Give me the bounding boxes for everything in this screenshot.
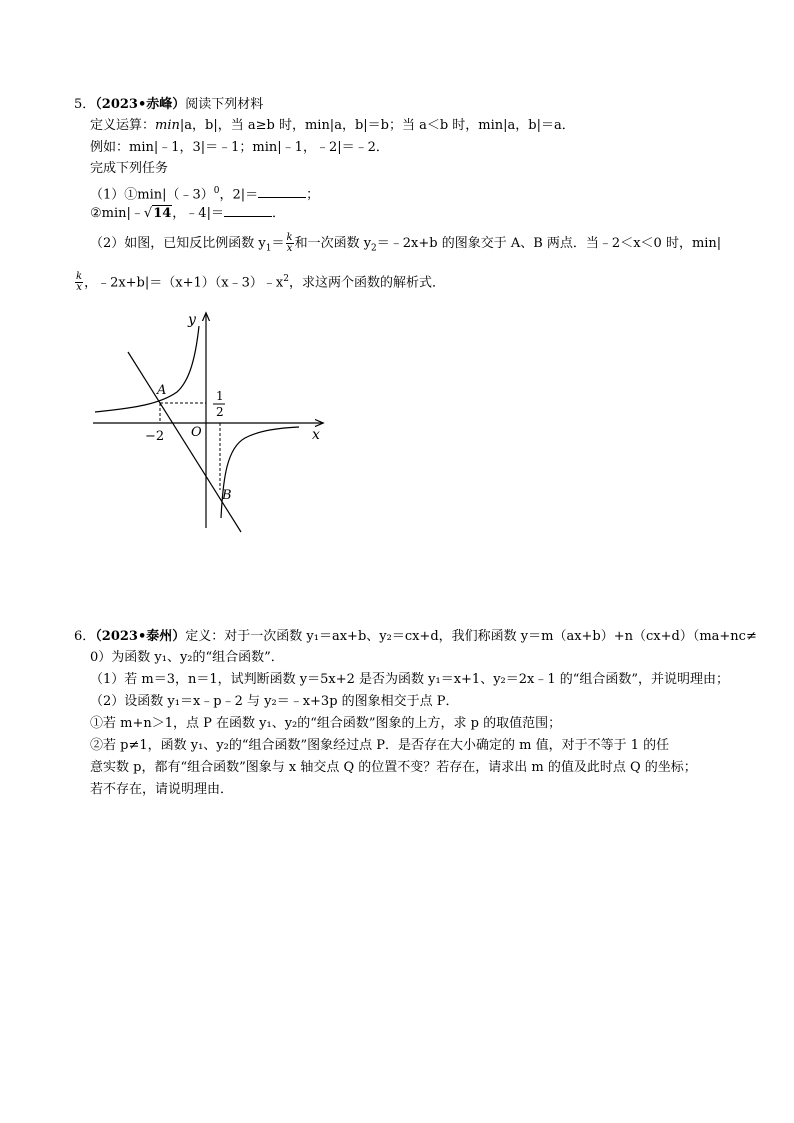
question-source: （2023•赤峰）	[95, 97, 186, 112]
point-a-label: A	[157, 383, 167, 398]
question-6-text-1: 定义：对于一次函数 y₁＝ax+b、y₂＝cx+d，我们称函数 y＝m（ax+b）+n（cx+d）（ma+nc≠	[185, 629, 757, 644]
part-2-text-3: ＝﹣2x+b 的图象交于 A、B 两点．当﹣2＜x＜0 时，min|	[376, 236, 722, 251]
task-1-text-2: ，2|＝	[219, 187, 259, 203]
task-1-line	[90, 182, 319, 204]
question-6-line-7: 意实数 p，都有“组合函数”图象与 x 轴交点 Q 的位置不变？若存在，请求出 m 的值及此时点 Q 的坐标；	[90, 760, 697, 775]
definition-label: 定义运算：	[90, 118, 156, 133]
question-6-line-2: 0）为函数 y₁、y₂的“组合函数”．	[90, 650, 284, 665]
task-2-text: ②min|﹣	[90, 206, 144, 221]
fraction-denominator: x	[286, 243, 293, 254]
question-6-line-4: （2）设函数 y₁＝x﹣p﹣2 与 y₂＝﹣x+3p 的图象相交于点 P．	[90, 694, 459, 709]
task-1-text: （1）①min|（﹣3）	[90, 187, 214, 203]
answer-blank-1[interactable]	[258, 185, 306, 198]
task-2-end: ．	[271, 206, 285, 221]
question-6-line-8: 若不存在，请说明理由．	[90, 782, 234, 797]
part-2-text-1: （2）如图，已知反比例函数 y	[90, 236, 266, 251]
fraction-k-over-x-2	[75, 272, 83, 293]
question-number: 5．	[74, 97, 96, 112]
question-6-line-3: （1）若 m＝3，n＝1，试判断函数 y＝5x+2 是否为函数 y₁＝x+1、y₂＝2x﹣1 的“组合函数”，并说明理由；	[90, 672, 730, 687]
function-graph	[85, 308, 330, 533]
half-numerator: 1	[216, 389, 224, 403]
question-number: 6．	[74, 629, 96, 644]
definition-part-2: a，b|，当 a≥b 时，	[184, 118, 305, 133]
y-axis-label: y	[188, 312, 196, 328]
subscript-2: 2	[371, 243, 377, 254]
fraction-denominator-2: x	[76, 282, 82, 294]
hyperbola-branch-upper-left	[95, 326, 199, 412]
x-axis-label: x	[312, 427, 320, 443]
square-exponent: 2	[283, 274, 289, 284]
task-1-end: ；	[306, 187, 320, 203]
question-6-line-1	[74, 628, 757, 646]
task-2-text-2: ，﹣4|＝	[172, 206, 224, 221]
question-6-line-6: ②若 p≠1，函数 y₁、y₂的“组合函数”图象经过点 P．是否存在大小确定的 m 值，对于不等于 1 的任	[90, 738, 670, 753]
part-2-text-2: 和一次函数 y	[294, 236, 372, 251]
task-line: 完成下列任务	[90, 161, 169, 176]
origin-label: O	[191, 425, 202, 440]
equals-sign: ＝	[271, 236, 285, 251]
sqrt-icon: √	[143, 206, 153, 221]
answer-blank-2[interactable]	[224, 204, 272, 217]
part-2-line	[90, 233, 721, 260]
definition-part-3: min|a，b|＝b；当 a＜b 时，min|a，b|＝a．	[304, 118, 575, 133]
question-5-header	[74, 96, 263, 114]
question-source: （2023•泰州）	[95, 629, 186, 644]
definition-part-1: min|	[155, 118, 185, 133]
example-line: 例如：min|﹣1，3|＝﹣1；min|﹣1，﹣2|＝﹣2．	[90, 140, 389, 155]
question-intro: 阅读下列材料	[185, 97, 264, 112]
fraction-numerator: k	[286, 232, 293, 243]
sqrt-value: 14	[153, 206, 172, 221]
subscript-1: 1	[265, 243, 272, 254]
part-2-continuation	[74, 268, 445, 294]
fraction-numerator-2: k	[76, 271, 83, 283]
tick-label-neg-2: −2	[145, 429, 165, 444]
half-denominator: 2	[216, 405, 224, 419]
hyperbola-branch-lower-right	[221, 427, 299, 518]
question-6-line-5: ①若 m+n＞1，点 P 在函数 y₁、y₂的“组合函数”图象的上方，求 p 的取值范围；	[90, 716, 562, 731]
fraction-k-over-x	[286, 233, 294, 254]
task-1-exponent: 0	[213, 186, 220, 196]
task-2-line	[90, 204, 285, 223]
point-b-label: B	[222, 488, 232, 503]
definition-line	[90, 117, 575, 135]
part-2-cont-text: ，﹣2x+b|＝（x+1）（x﹣3）﹣x	[84, 275, 284, 291]
part-2-end-text: ，求这两个函数的解析式．	[288, 275, 445, 291]
